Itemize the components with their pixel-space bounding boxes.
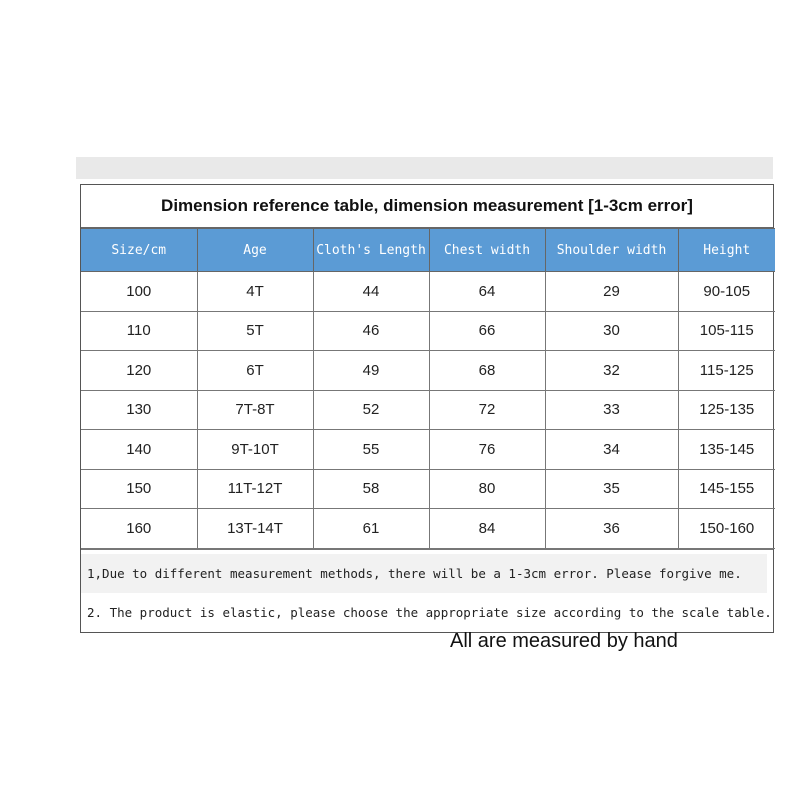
- cell-age: 6T: [197, 351, 313, 391]
- cell-cloth-length: 49: [313, 351, 429, 391]
- cell-chest-width: 68: [429, 351, 545, 391]
- cell-shoulder-width: 36: [545, 509, 678, 549]
- cell-age: 13T-14T: [197, 509, 313, 549]
- cell-cloth-length: 52: [313, 390, 429, 430]
- header-age: Age: [197, 229, 313, 272]
- cell-height: 145-155: [678, 469, 775, 509]
- cell-age: 9T-10T: [197, 430, 313, 470]
- footer-caption: All are measured by hand: [450, 630, 678, 652]
- cell-chest-width: 80: [429, 469, 545, 509]
- cell-shoulder-width: 35: [545, 469, 678, 509]
- table-row: [81, 509, 775, 549]
- table-row: [81, 351, 775, 391]
- cell-cloth-length: 58: [313, 469, 429, 509]
- cell-chest-width: 76: [429, 430, 545, 470]
- table-row: [81, 390, 775, 430]
- cell-chest-width: 84: [429, 509, 545, 549]
- cell-shoulder-width: 33: [545, 390, 678, 430]
- cell-size: 140: [81, 430, 197, 470]
- cell-cloth-length: 55: [313, 430, 429, 470]
- size-table: [81, 228, 775, 549]
- cell-size: 130: [81, 390, 197, 430]
- cell-size: 160: [81, 509, 197, 549]
- header-shoulder-width: Shoulder width: [545, 229, 678, 272]
- header-cloth-length: Cloth's Length: [313, 229, 429, 272]
- cell-size: 100: [81, 272, 197, 312]
- table-row: [81, 272, 775, 312]
- cell-height: 105-115: [678, 311, 775, 351]
- header-height: Height: [678, 229, 775, 272]
- cell-size: 150: [81, 469, 197, 509]
- header-size: Size/cm: [81, 229, 197, 272]
- cell-height: 115-125: [678, 351, 775, 391]
- cell-size: 110: [81, 311, 197, 351]
- cell-height: 90-105: [678, 272, 775, 312]
- header-chest-width: Chest width: [429, 229, 545, 272]
- header-row: [81, 229, 775, 272]
- cell-chest-width: 64: [429, 272, 545, 312]
- size-chart: [80, 184, 774, 633]
- table-row: [81, 469, 775, 509]
- table-row: [81, 311, 775, 351]
- cell-shoulder-width: 29: [545, 272, 678, 312]
- cell-age: 5T: [197, 311, 313, 351]
- cell-height: 150-160: [678, 509, 775, 549]
- cell-height: 135-145: [678, 430, 775, 470]
- note-measurement-error: 1,Due to different measurement methods, there will be a 1-3cm error. Please forgive me.: [81, 554, 767, 593]
- table-title: Dimension reference table, dimension measurement [1-3cm error]: [81, 185, 773, 228]
- cell-chest-width: 66: [429, 311, 545, 351]
- cell-height: 125-135: [678, 390, 775, 430]
- cell-age: 7T-8T: [197, 390, 313, 430]
- table-row: [81, 430, 775, 470]
- cell-cloth-length: 44: [313, 272, 429, 312]
- cell-cloth-length: 46: [313, 311, 429, 351]
- cell-age: 11T-12T: [197, 469, 313, 509]
- cell-shoulder-width: 32: [545, 351, 678, 391]
- cell-age: 4T: [197, 272, 313, 312]
- cell-size: 120: [81, 351, 197, 391]
- notes-section: [81, 549, 773, 632]
- note-elastic-product: 2. The product is elastic, please choose the appropriate size according to the scale table.: [87, 604, 772, 620]
- cell-shoulder-width: 30: [545, 311, 678, 351]
- cell-shoulder-width: 34: [545, 430, 678, 470]
- cell-chest-width: 72: [429, 390, 545, 430]
- cell-cloth-length: 61: [313, 509, 429, 549]
- top-gray-bar: [76, 157, 773, 179]
